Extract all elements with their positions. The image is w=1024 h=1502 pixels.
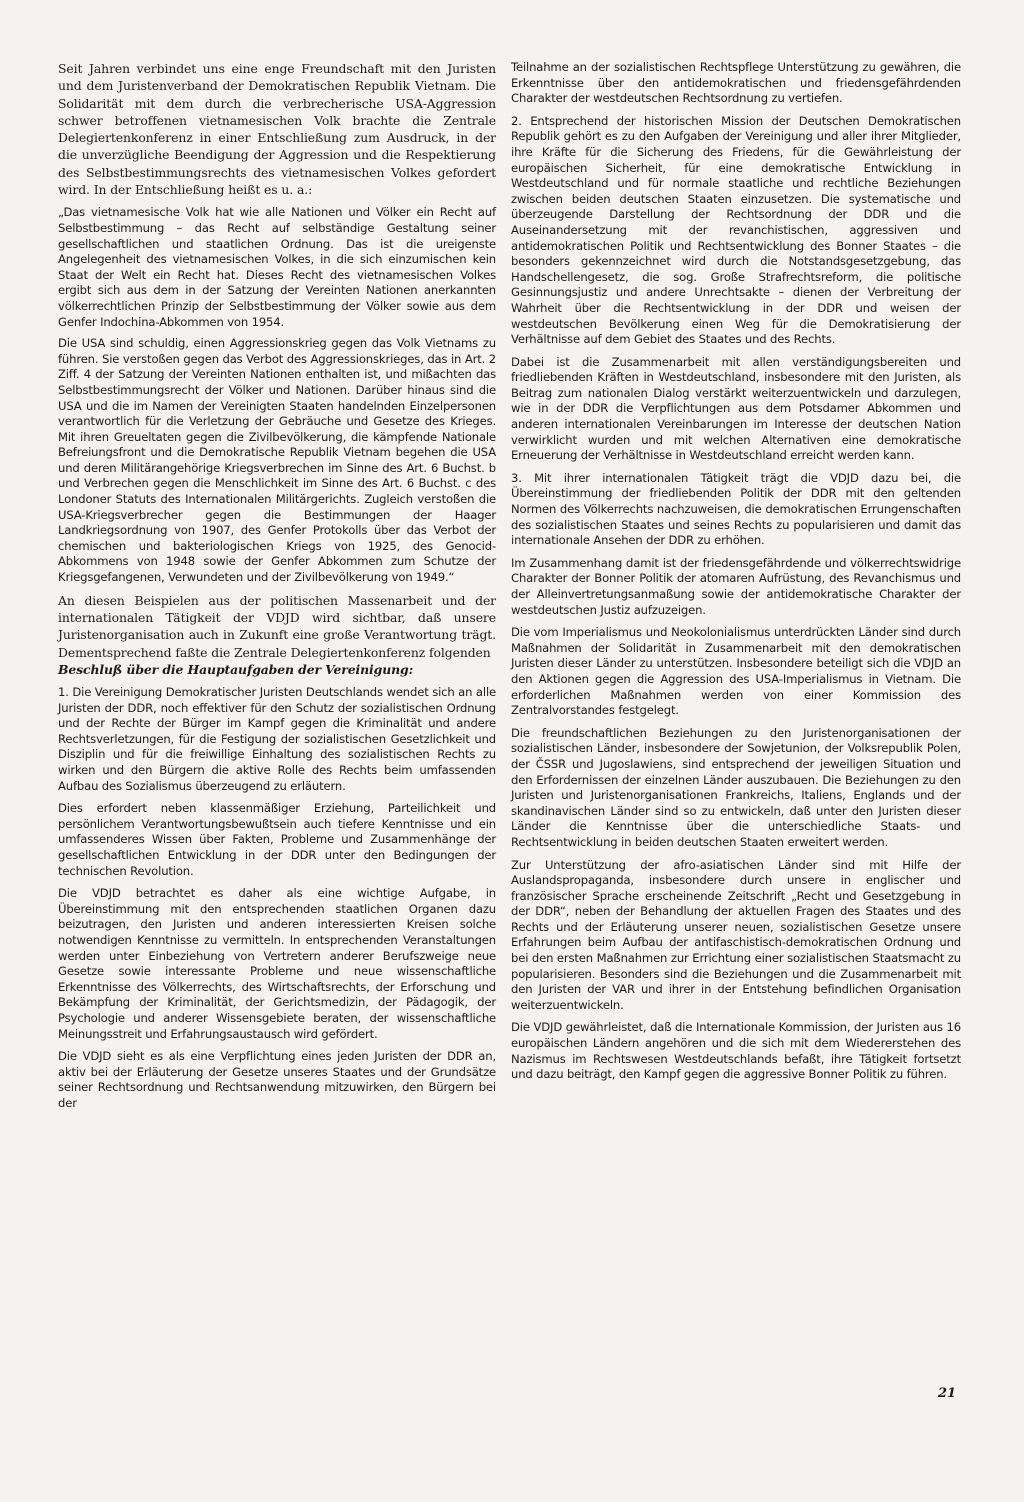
page-number: 21 [938, 1386, 957, 1401]
intro-paragraph: Seit Jahren verbindet uns eine enge Freundschaft mit den Juristen und dem Juristenverband der Demokratischen Republik Vietnam. Die Solidarität mit dem durch die verbrecherische USA-Aggression schwer betroffenen vietnamesischen Volk brachte die Zentrale Delegiertenkonferenz in einer Entschließung zum Ausdruck, in der die unverzügliche Beendigung der Aggression und die Respektierung des Selbstbestimmungsrechts des vietnamesischen Volkes gefordert wird. In der Entschließung heißt es u. a.: [58, 61, 496, 198]
left-column [58, 60, 496, 1119]
point-3d-paragraph: Die freundschaftlichen Beziehungen zu den Juristenorganisationen der sozialistischen Länder, insbesondere der Sowjetunion, der Volksrepublik Polen, der ČSSR und Jugoslawiens, sind entsprechend der jeweiligen Situation und den Erfordernissen der einzelnen Länder auszubauen. Die Beziehungen zu den Juristen und Juristenorganisationen Frankreichs, Italiens, Englands und der skandinavischen Länder sind so zu entwickeln, daß unter den Juristen dieser Länder die Kenntnisse über die unterschiedliche Staats- und Rechtsentwicklung in beiden deutschen Staaten erweitert werden. [511, 725, 961, 849]
point-1c-paragraph: Die VDJD betrachtet es daher als eine wichtige Aufgabe, in Übereinstimmung mit den entsprechenden staatlichen Organen dazu beizutragen, den Juristen und anderen interessierten Kreisen solche notwendigen Kenntnisse zu vermitteln. In entsprechenden Veranstaltungen werden unter Einbeziehung von Vertretern anderer Berufszweige neue Gesetze sowie interessante Probleme und neue wissenschaftliche Erkenntnisse des Völkerrechts, des Wirtschaftsrechts, der Erforschung und Bekämpfung der Kriminalität, der Gerichtsmedizin, der Pädagogik, der Psychologie und anderer Wissensgebiete beraten, der wissenschaftliche Meinungsstreit und Erfahrungsaustausch wird gefördert. [58, 886, 496, 1041]
point-1d-paragraph: Die VDJD sieht es als eine Verpflichtung eines jeden Juristen der DDR an, aktiv bei der Erläuterung der Gesetze unseres Staates und der Grundsätze seiner Rechtsordnung und Rechtsanwendung mitzuwirken, den Bürgern bei der [58, 1049, 496, 1110]
point-1-paragraph: 1. Die Vereinigung Demokratischer Juristen Deutschlands wendet sich an alle Juristen der DDR, noch effektiver für den Schutz der sozialistischen Ordnung und der Rechte der Bürger im Kampf gegen die Kriminalität und andere Rechtsverletzungen, für die Festigung der sozialistischen Gesetzlichkeit und Disziplin und für die freiwillige Einhaltung des sozialistischen Rechts zu wirken und den Bürgern die aktive Rolle des Rechts beim umfassenden Aufbau des Sozialismus überzeugend zu erläutern. [58, 685, 496, 793]
point-3e-paragraph: Zur Unterstützung der afro-asiatischen Länder sind mit Hilfe der Auslandspropaganda, insbesondere durch unsere in englischer und französischer Sprache erscheinende Zeitschrift „Recht und Gesetzgebung in der DDR“, neben der Behandlung der aktuellen Fragen des Staates und des Rechts und der Erläuterung unserer neuen, sozialistischen Gesetze unsere Erfahrungen beim Aufbau der antifaschistisch-demokratischen Ordnung und bei den ersten Maßnahmen zur Errichtung einer sozialistischen Staatsmacht zu popularisieren. Besonders sind die Beziehungen und die Zusammenarbeit mit den Juristen der VAR und ihrer in der Entstehung befindlichen Organisation weiterzuentwickeln. [511, 857, 961, 1012]
point-3-paragraph: 3. Mit ihrer internationalen Tätigkeit trägt die VDJD dazu bei, die Übereinstimmung der friedliebenden Politik der DDR mit den geltenden Normen des Völkerrechts nachzuweisen, die demokratischen Errungenschaften des sozialistischen Staates und seines Rechts zu popularisieren und damit das internationale Ansehen der DDR zu erhöhen. [511, 470, 961, 548]
transition-text: An diesen Beispielen aus der politischen Massenarbeit und der internationalen Tätigkeit der VDJD wird sichtbar, daß unsere Juristenorganisation auch in Zukunft eine große Verantwortung trägt. Dementsprechend faßte die Zentrale Delegiertenkonferenz folgenden [58, 592, 496, 660]
point-2-paragraph: 2. Entsprechend der historischen Mission der Deutschen Demokratischen Republik gehört es zu den Aufgaben der Vereinigung und aller ihrer Mitglieder, ihre Kräfte für die Sicherung des Friedens, für die Gewährleistung der europäischen Sicherheit, für eine demokratische Entwicklung in Westdeutschland und für normale staatliche und rechtliche Beziehungen zwischen beiden deutschen Staaten einzusetzen. Die systematische und überzeugende Darstellung der Rechtsordnung der DDR und die Auseinandersetzung mit der revanchistischen, aggressiven und antidemokratischen Politik und Rechtsentwicklung des Bonner Staates – die besonders gekennzeichnet wird durch die Notstandsgesetzgebung, das Handschellengesetz, die sog. Große Strafrechtsreform, die politische Gesinnungsjustiz und andere Unrechtsakte – dienen der Verbreitung der Wahrheit über die Rechtsentwicklung in der DDR und weisen der westdeutschen Bevölkerung einen Weg für die Demokratisierung der Verhältnisse auf dem Gebiet des Staates und des Rechts. [511, 113, 961, 347]
continuation-paragraph: Teilnahme an der sozialistischen Rechtspflege Unterstützung zu gewähren, die Erkenntnisse über den antidemokratischen und friedensgefährdenden Charakter der westdeutschen Rechtsordnung zu vertiefen. [511, 60, 961, 106]
point-1b-paragraph: Dies erfordert neben klassenmäßiger Erziehung, Parteilichkeit und persönlichem Verantwortungsbewußtsein auch tiefere Kenntnisse und ein umfassenderes Wissen über Fakten, Probleme und Zusammenhänge der gesellschaftlichen Entwicklung in der DDR unter den Bedingungen der technischen Revolution. [58, 801, 496, 878]
point-3c-paragraph: Die vom Imperialismus und Neokolonialismus unterdrückten Länder sind durch Maßnahmen der Solidarität in Zusammenarbeit mit den demokratischen Juristen dieser Länder zu unterstützen. Insbesondere beteiligt sich die VDJD an den Aktionen gegen die Aggression des USA-Imperialismus in Vietnam. Die erforderlichen Maßnahmen werden von einer Kommission des Zentralvorstandes festgelegt. [511, 625, 961, 718]
point-3f-paragraph: Die VDJD gewährleistet, daß die Internationale Kommission, der Juristen aus 16 europäischen Ländern angehören und die sich mit dem Wiedererstehen des Nazismus im Rechtswesen Westdeutschlands befaßt, ihre Tätigkeit fortsetzt und dazu beiträgt, den Kampf gegen die aggressive Bonner Politik zu führen. [511, 1020, 961, 1082]
quote-paragraph-2: Die USA sind schuldig, einen Aggressionskrieg gegen das Volk Vietnams zu führen. Sie verstoßen gegen das Verbot des Aggressionskrieges, das in Art. 2 Ziff. 4 der Satzung der Vereinten Nationen enthalten ist, und mißachten das Selbstbestimmungsrecht der Völker und Nationen. Darüber hinaus sind die USA und die im Namen der Vereinigten Staaten handelnden Einzelpersonen verantwortlich für die Verletzung der Gebräuche und Gesetze des Krieges. Mit ihren Greueltaten gegen die Zivilbevölkerung, die kämpfende Nationale Befreiungsfront und die Demokratische Republik Vietnam begehen die USA und deren Militärangehörige Kriegsverbrechen im Sinne des Art. 6 Buchst. b und Verbrechen gegen die Menschlichkeit im Sinne des Art. 6 Buchst. c des Londoner Statuts des Internationalen Militärgerichts. Zugleich verstoßen die USA-Kriegsverbrecher gegen die Bestimmungen der Haager Landkriegsordnung von 1907, des Genfer Protokolls über das Verbot der chemischen und bakteriologischen Kriegs von 1925, des Genocid-Abkommens von 1948 sowie der Genfer Abkommen zum Schutze der Kriegsgefangenen, Verwundeten und der Zivilbevölkerung von 1949.“ [58, 336, 496, 585]
point-2b-paragraph: Dabei ist die Zusammenarbeit mit allen verständigungsbereiten und friedliebenden Kräften in Westdeutschland, insbesondere mit den Juristen, als Beitrag zum nationalen Dialog verstärkt weiterzuentwickeln und darzulegen, wie in der DDR die Verpflichtungen aus dem Potsdamer Abkommen und anderen internationalen Vereinbarungen im Interesse der deutschen Nation verwirklicht wurden und mit welchen Alternativen eine demokratische Erneuerung der Verhältnisse in Westdeutschland erreicht werden kann. [511, 354, 961, 463]
point-3b-paragraph: Im Zusammenhang damit ist der friedensgefährdende und völkerrechtswidrige Charakter der Bonner Politik der atomaren Aufrüstung, des Revanchismus und der Alleinvertretungsanmaßung sowie der antidemokratische Charakter der westdeutschen Justiz aufzuzeigen. [511, 555, 961, 617]
right-column [511, 60, 961, 1090]
resolution-title: Beschluß über die Hauptaufgaben der Vereinigung: [58, 661, 414, 677]
transition-paragraph [58, 592, 496, 678]
quote-paragraph-1: „Das vietnamesische Volk hat wie alle Nationen und Völker ein Recht auf Selbstbestimmung – das Recht auf selbständige Gestaltung seiner gesellschaftlichen und staatlichen Ordnung. Das ist die ureigenste Angelegenheit des vietnamesischen Volkes, in die sich einzumischen kein Staat der Welt ein Recht hat. Dieses Recht des vietnamesischen Volkes ergibt sich aus dem in der Satzung der Vereinten Nationen anerkannten völkerrechtlichen Prinzip der Selbstbestimmung der Völker sowie aus dem Genfer Indochina-Abkommen von 1954. [58, 205, 496, 329]
